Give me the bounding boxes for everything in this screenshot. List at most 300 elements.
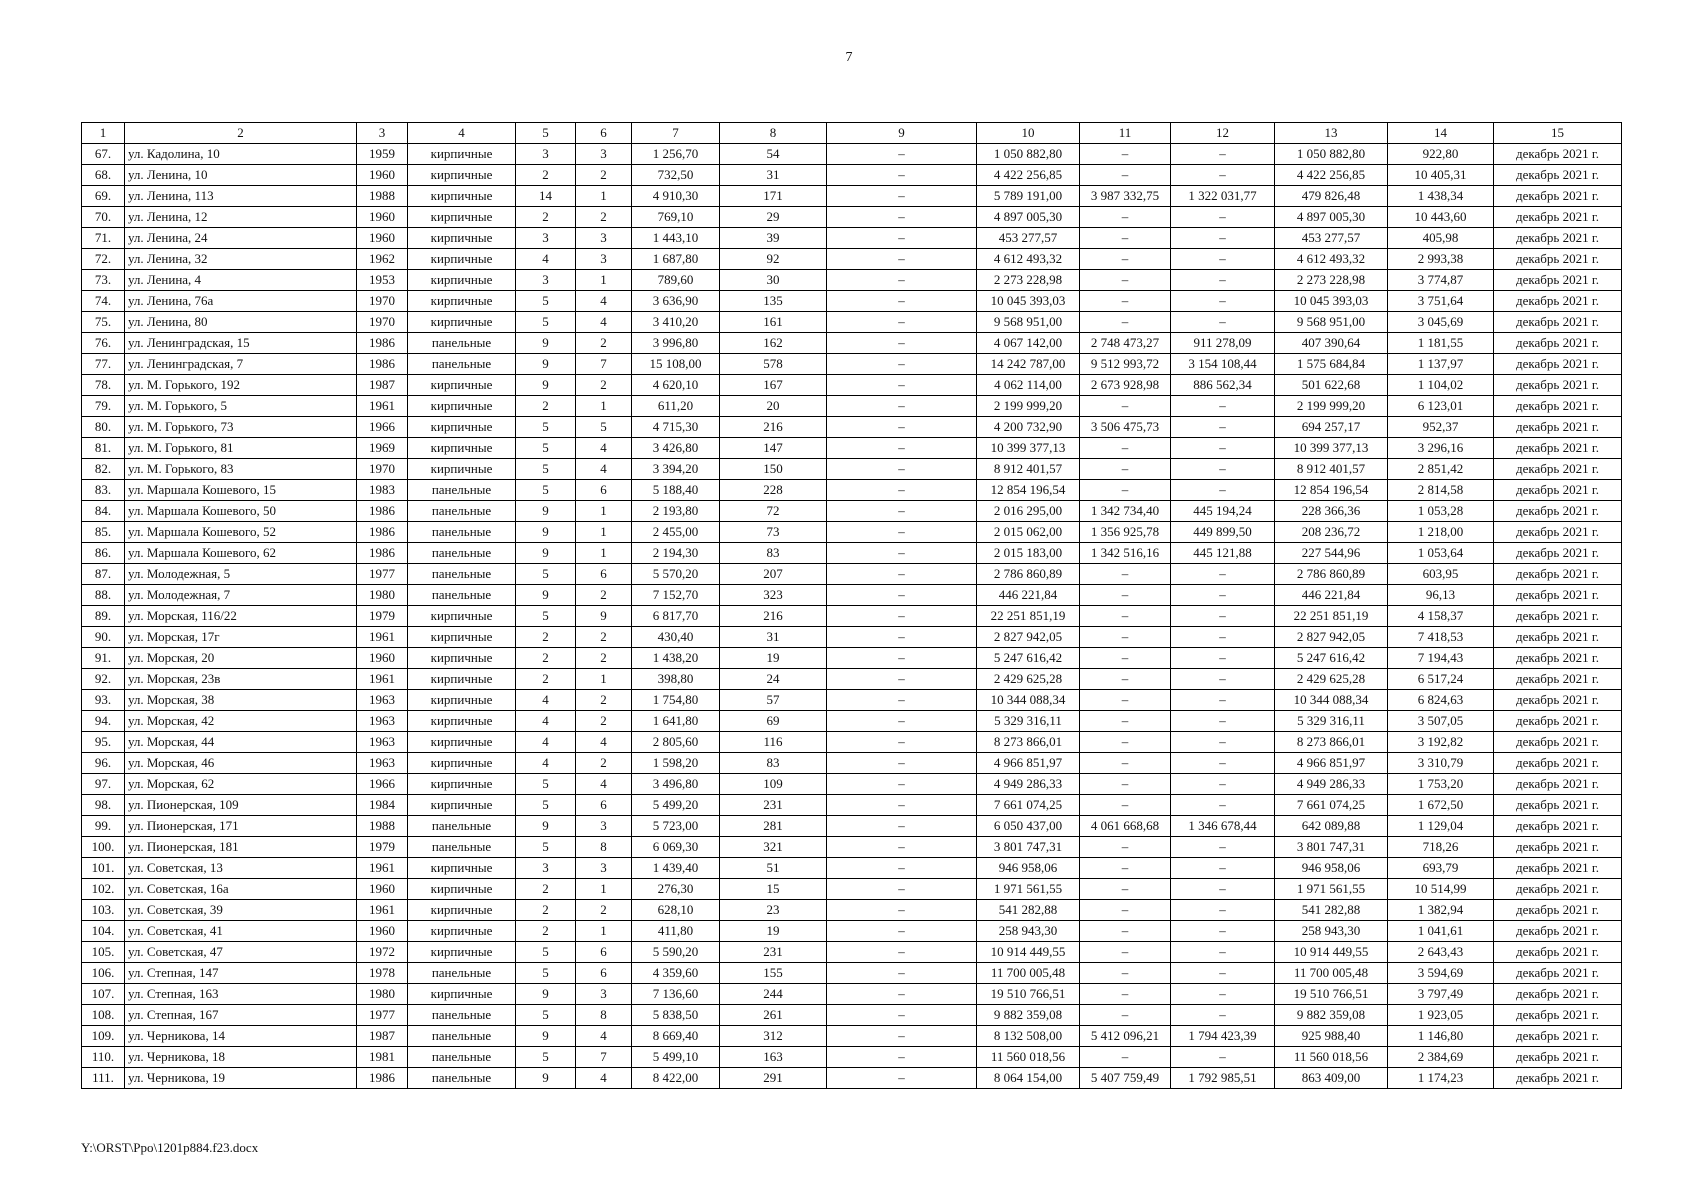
entrances-cell: 4 bbox=[576, 459, 632, 480]
cost-total-cell: 4 200 732,90 bbox=[977, 417, 1080, 438]
col-9-cell: – bbox=[827, 858, 977, 879]
cost-total-cell: 541 282,88 bbox=[977, 900, 1080, 921]
cost-per-sqm-cell: 3 507,05 bbox=[1388, 711, 1494, 732]
total-area-cell: 1 598,20 bbox=[632, 753, 720, 774]
completion-date-cell: декабрь 2021 г. bbox=[1494, 312, 1622, 333]
fund-federal-cell: 9 512 993,72 bbox=[1080, 354, 1171, 375]
fund-federal-cell: 1 356 925,78 bbox=[1080, 522, 1171, 543]
completion-date-cell: декабрь 2021 г. bbox=[1494, 417, 1622, 438]
table-row bbox=[82, 522, 1622, 543]
row-number-cell: 100. bbox=[82, 837, 125, 858]
fund-local-cell: 11 700 005,48 bbox=[1275, 963, 1388, 984]
address-cell: ул. Ленинградская, 7 bbox=[125, 354, 357, 375]
table-row bbox=[82, 711, 1622, 732]
total-area-cell: 1 438,20 bbox=[632, 648, 720, 669]
cost-total-cell: 10 914 449,55 bbox=[977, 942, 1080, 963]
residents-cell: 323 bbox=[720, 585, 827, 606]
total-area-cell: 6 069,30 bbox=[632, 837, 720, 858]
row-number-cell: 78. bbox=[82, 375, 125, 396]
entrances-cell: 9 bbox=[576, 606, 632, 627]
year-built-cell: 1963 bbox=[357, 732, 408, 753]
residents-cell: 19 bbox=[720, 648, 827, 669]
year-built-cell: 1970 bbox=[357, 312, 408, 333]
total-area-cell: 5 838,50 bbox=[632, 1005, 720, 1026]
col-9-cell: – bbox=[827, 459, 977, 480]
floors-cell: 4 bbox=[516, 732, 576, 753]
completion-date-cell: декабрь 2021 г. bbox=[1494, 732, 1622, 753]
cost-total-cell: 19 510 766,51 bbox=[977, 984, 1080, 1005]
fund-federal-cell: – bbox=[1080, 900, 1171, 921]
fund-regional-cell: – bbox=[1171, 879, 1275, 900]
col-9-cell: – bbox=[827, 732, 977, 753]
fund-regional-cell: – bbox=[1171, 732, 1275, 753]
residents-cell: 228 bbox=[720, 480, 827, 501]
floors-cell: 2 bbox=[516, 879, 576, 900]
fund-local-cell: 479 826,48 bbox=[1275, 186, 1388, 207]
col-9-cell: – bbox=[827, 585, 977, 606]
residents-cell: 216 bbox=[720, 606, 827, 627]
residents-cell: 73 bbox=[720, 522, 827, 543]
total-area-cell: 3 636,90 bbox=[632, 291, 720, 312]
floors-cell: 9 bbox=[516, 543, 576, 564]
cost-total-cell: 2 015 183,00 bbox=[977, 543, 1080, 564]
entrances-cell: 4 bbox=[576, 312, 632, 333]
row-number-cell: 83. bbox=[82, 480, 125, 501]
total-area-cell: 732,50 bbox=[632, 165, 720, 186]
fund-local-cell: 453 277,57 bbox=[1275, 228, 1388, 249]
year-built-cell: 1986 bbox=[357, 501, 408, 522]
address-cell: ул. Морская, 44 bbox=[125, 732, 357, 753]
wall-material-cell: панельные bbox=[408, 333, 516, 354]
year-built-cell: 1980 bbox=[357, 585, 408, 606]
fund-local-cell: 2 827 942,05 bbox=[1275, 627, 1388, 648]
total-area-cell: 411,80 bbox=[632, 921, 720, 942]
table-row bbox=[82, 501, 1622, 522]
floors-cell: 9 bbox=[516, 816, 576, 837]
year-built-cell: 1963 bbox=[357, 690, 408, 711]
floors-cell: 5 bbox=[516, 942, 576, 963]
residents-cell: 23 bbox=[720, 900, 827, 921]
col-9-cell: – bbox=[827, 543, 977, 564]
cost-per-sqm-cell: 1 382,94 bbox=[1388, 900, 1494, 921]
entrances-cell: 3 bbox=[576, 228, 632, 249]
fund-local-cell: 12 854 196,54 bbox=[1275, 480, 1388, 501]
cost-total-cell: 4 062 114,00 bbox=[977, 375, 1080, 396]
fund-regional-cell: – bbox=[1171, 396, 1275, 417]
cost-per-sqm-cell: 405,98 bbox=[1388, 228, 1494, 249]
cost-total-cell: 10 344 088,34 bbox=[977, 690, 1080, 711]
table-row bbox=[82, 438, 1622, 459]
col-9-cell: – bbox=[827, 186, 977, 207]
row-number-cell: 79. bbox=[82, 396, 125, 417]
year-built-cell: 1986 bbox=[357, 543, 408, 564]
cost-total-cell: 1 971 561,55 bbox=[977, 879, 1080, 900]
completion-date-cell: декабрь 2021 г. bbox=[1494, 501, 1622, 522]
floors-cell: 2 bbox=[516, 165, 576, 186]
table-row bbox=[82, 249, 1622, 270]
fund-local-cell: 11 560 018,56 bbox=[1275, 1047, 1388, 1068]
fund-regional-cell: – bbox=[1171, 606, 1275, 627]
fund-local-cell: 642 089,88 bbox=[1275, 816, 1388, 837]
cost-total-cell: 11 700 005,48 bbox=[977, 963, 1080, 984]
cost-total-cell: 8 132 508,00 bbox=[977, 1026, 1080, 1047]
col-9-cell: – bbox=[827, 417, 977, 438]
col-9-cell: – bbox=[827, 249, 977, 270]
wall-material-cell: кирпичные bbox=[408, 375, 516, 396]
fund-regional-cell: – bbox=[1171, 795, 1275, 816]
table-row bbox=[82, 396, 1622, 417]
cost-per-sqm-cell: 1 041,61 bbox=[1388, 921, 1494, 942]
fund-regional-cell: – bbox=[1171, 900, 1275, 921]
row-number-cell: 77. bbox=[82, 354, 125, 375]
wall-material-cell: кирпичные bbox=[408, 249, 516, 270]
address-cell: ул. М. Горького, 5 bbox=[125, 396, 357, 417]
floors-cell: 5 bbox=[516, 1005, 576, 1026]
floors-cell: 9 bbox=[516, 984, 576, 1005]
address-cell: ул. Ленина, 76а bbox=[125, 291, 357, 312]
cost-per-sqm-cell: 2 643,43 bbox=[1388, 942, 1494, 963]
fund-regional-cell: – bbox=[1171, 144, 1275, 165]
total-area-cell: 2 455,00 bbox=[632, 522, 720, 543]
floors-cell: 9 bbox=[516, 501, 576, 522]
column-header: 11 bbox=[1080, 123, 1171, 144]
col-9-cell: – bbox=[827, 501, 977, 522]
fund-local-cell: 22 251 851,19 bbox=[1275, 606, 1388, 627]
row-number-cell: 81. bbox=[82, 438, 125, 459]
fund-local-cell: 4 422 256,85 bbox=[1275, 165, 1388, 186]
fund-regional-cell: – bbox=[1171, 459, 1275, 480]
table-row bbox=[82, 627, 1622, 648]
row-number-cell: 101. bbox=[82, 858, 125, 879]
fund-federal-cell: – bbox=[1080, 312, 1171, 333]
entrances-cell: 2 bbox=[576, 627, 632, 648]
page-number: 7 bbox=[845, 50, 853, 65]
cost-per-sqm-cell: 3 192,82 bbox=[1388, 732, 1494, 753]
completion-date-cell: декабрь 2021 г. bbox=[1494, 942, 1622, 963]
cost-per-sqm-cell: 1 923,05 bbox=[1388, 1005, 1494, 1026]
residents-cell: 20 bbox=[720, 396, 827, 417]
completion-date-cell: декабрь 2021 г. bbox=[1494, 816, 1622, 837]
fund-regional-cell: – bbox=[1171, 249, 1275, 270]
address-cell: ул. Маршала Кошевого, 15 bbox=[125, 480, 357, 501]
cost-per-sqm-cell: 3 296,16 bbox=[1388, 438, 1494, 459]
column-header: 9 bbox=[827, 123, 977, 144]
completion-date-cell: декабрь 2021 г. bbox=[1494, 396, 1622, 417]
fund-local-cell: 8 912 401,57 bbox=[1275, 459, 1388, 480]
table-row bbox=[82, 858, 1622, 879]
year-built-cell: 1960 bbox=[357, 165, 408, 186]
cost-per-sqm-cell: 3 751,64 bbox=[1388, 291, 1494, 312]
cost-total-cell: 7 661 074,25 bbox=[977, 795, 1080, 816]
total-area-cell: 430,40 bbox=[632, 627, 720, 648]
row-number-cell: 70. bbox=[82, 207, 125, 228]
col-9-cell: – bbox=[827, 1047, 977, 1068]
fund-federal-cell: – bbox=[1080, 732, 1171, 753]
address-cell: ул. Кадолина, 10 bbox=[125, 144, 357, 165]
table-row bbox=[82, 648, 1622, 669]
floors-cell: 4 bbox=[516, 690, 576, 711]
fund-federal-cell: – bbox=[1080, 165, 1171, 186]
completion-date-cell: декабрь 2021 г. bbox=[1494, 858, 1622, 879]
cost-total-cell: 4 897 005,30 bbox=[977, 207, 1080, 228]
wall-material-cell: панельные bbox=[408, 585, 516, 606]
wall-material-cell: кирпичные bbox=[408, 186, 516, 207]
fund-local-cell: 446 221,84 bbox=[1275, 585, 1388, 606]
col-9-cell: – bbox=[827, 753, 977, 774]
cost-total-cell: 4 422 256,85 bbox=[977, 165, 1080, 186]
fund-local-cell: 1 575 684,84 bbox=[1275, 354, 1388, 375]
cost-per-sqm-cell: 1 218,00 bbox=[1388, 522, 1494, 543]
total-area-cell: 5 499,20 bbox=[632, 795, 720, 816]
wall-material-cell: кирпичные bbox=[408, 879, 516, 900]
completion-date-cell: декабрь 2021 г. bbox=[1494, 480, 1622, 501]
completion-date-cell: декабрь 2021 г. bbox=[1494, 333, 1622, 354]
total-area-cell: 1 687,80 bbox=[632, 249, 720, 270]
completion-date-cell: декабрь 2021 г. bbox=[1494, 963, 1622, 984]
cost-total-cell: 8 273 866,01 bbox=[977, 732, 1080, 753]
entrances-cell: 4 bbox=[576, 774, 632, 795]
fund-local-cell: 2 429 625,28 bbox=[1275, 669, 1388, 690]
fund-regional-cell: – bbox=[1171, 165, 1275, 186]
col-9-cell: – bbox=[827, 333, 977, 354]
table-row bbox=[82, 144, 1622, 165]
fund-local-cell: 2 199 999,20 bbox=[1275, 396, 1388, 417]
fund-federal-cell: – bbox=[1080, 879, 1171, 900]
total-area-cell: 5 590,20 bbox=[632, 942, 720, 963]
residents-cell: 207 bbox=[720, 564, 827, 585]
year-built-cell: 1986 bbox=[357, 354, 408, 375]
fund-regional-cell: 911 278,09 bbox=[1171, 333, 1275, 354]
wall-material-cell: панельные bbox=[408, 1005, 516, 1026]
entrances-cell: 1 bbox=[576, 543, 632, 564]
year-built-cell: 1963 bbox=[357, 711, 408, 732]
year-built-cell: 1960 bbox=[357, 207, 408, 228]
year-built-cell: 1980 bbox=[357, 984, 408, 1005]
completion-date-cell: декабрь 2021 г. bbox=[1494, 186, 1622, 207]
col-9-cell: – bbox=[827, 438, 977, 459]
floors-cell: 9 bbox=[516, 1026, 576, 1047]
row-number-cell: 97. bbox=[82, 774, 125, 795]
fund-federal-cell: 1 342 516,16 bbox=[1080, 543, 1171, 564]
entrances-cell: 1 bbox=[576, 522, 632, 543]
year-built-cell: 1953 bbox=[357, 270, 408, 291]
table-row bbox=[82, 1026, 1622, 1047]
completion-date-cell: декабрь 2021 г. bbox=[1494, 438, 1622, 459]
address-cell: ул. Советская, 41 bbox=[125, 921, 357, 942]
wall-material-cell: кирпичные bbox=[408, 732, 516, 753]
row-number-cell: 106. bbox=[82, 963, 125, 984]
completion-date-cell: декабрь 2021 г. bbox=[1494, 270, 1622, 291]
col-9-cell: – bbox=[827, 207, 977, 228]
entrances-cell: 6 bbox=[576, 480, 632, 501]
table-row bbox=[82, 963, 1622, 984]
fund-local-cell: 4 897 005,30 bbox=[1275, 207, 1388, 228]
address-cell: ул. Советская, 13 bbox=[125, 858, 357, 879]
entrances-cell: 1 bbox=[576, 270, 632, 291]
wall-material-cell: кирпичные bbox=[408, 207, 516, 228]
table-row bbox=[82, 879, 1622, 900]
cost-total-cell: 4 067 142,00 bbox=[977, 333, 1080, 354]
cost-per-sqm-cell: 922,80 bbox=[1388, 144, 1494, 165]
col-9-cell: – bbox=[827, 921, 977, 942]
fund-regional-cell: – bbox=[1171, 291, 1275, 312]
row-number-cell: 86. bbox=[82, 543, 125, 564]
wall-material-cell: кирпичные bbox=[408, 900, 516, 921]
cost-per-sqm-cell: 1 137,97 bbox=[1388, 354, 1494, 375]
wall-material-cell: кирпичные bbox=[408, 711, 516, 732]
cost-per-sqm-cell: 2 814,58 bbox=[1388, 480, 1494, 501]
file-path-footer: Y:\ORST\Ppo\1201p884.f23.docx bbox=[81, 1140, 259, 1155]
residents-cell: 24 bbox=[720, 669, 827, 690]
col-9-cell: – bbox=[827, 648, 977, 669]
cost-per-sqm-cell: 3 797,49 bbox=[1388, 984, 1494, 1005]
residents-cell: 244 bbox=[720, 984, 827, 1005]
fund-local-cell: 3 801 747,31 bbox=[1275, 837, 1388, 858]
table-row bbox=[82, 1047, 1622, 1068]
col-9-cell: – bbox=[827, 312, 977, 333]
completion-date-cell: декабрь 2021 г. bbox=[1494, 585, 1622, 606]
total-area-cell: 2 194,30 bbox=[632, 543, 720, 564]
table-row bbox=[82, 186, 1622, 207]
total-area-cell: 1 641,80 bbox=[632, 711, 720, 732]
year-built-cell: 1970 bbox=[357, 291, 408, 312]
fund-regional-cell: – bbox=[1171, 921, 1275, 942]
fund-regional-cell: – bbox=[1171, 711, 1275, 732]
entrances-cell: 1 bbox=[576, 396, 632, 417]
entrances-cell: 7 bbox=[576, 1047, 632, 1068]
fund-federal-cell: – bbox=[1080, 564, 1171, 585]
address-cell: ул. Пионерская, 109 bbox=[125, 795, 357, 816]
address-cell: ул. Морская, 46 bbox=[125, 753, 357, 774]
fund-federal-cell: – bbox=[1080, 795, 1171, 816]
row-number-cell: 92. bbox=[82, 669, 125, 690]
cost-total-cell: 5 329 316,11 bbox=[977, 711, 1080, 732]
year-built-cell: 1987 bbox=[357, 1026, 408, 1047]
floors-cell: 5 bbox=[516, 312, 576, 333]
row-number-cell: 84. bbox=[82, 501, 125, 522]
cost-per-sqm-cell: 6 123,01 bbox=[1388, 396, 1494, 417]
col-9-cell: – bbox=[827, 669, 977, 690]
year-built-cell: 1963 bbox=[357, 753, 408, 774]
row-number-cell: 105. bbox=[82, 942, 125, 963]
row-number-cell: 107. bbox=[82, 984, 125, 1005]
floors-cell: 5 bbox=[516, 774, 576, 795]
address-cell: ул. Черникова, 19 bbox=[125, 1068, 357, 1089]
row-number-cell: 80. bbox=[82, 417, 125, 438]
column-header: 14 bbox=[1388, 123, 1494, 144]
floors-cell: 2 bbox=[516, 396, 576, 417]
wall-material-cell: панельные bbox=[408, 1068, 516, 1089]
entrances-cell: 1 bbox=[576, 669, 632, 690]
year-built-cell: 1986 bbox=[357, 1068, 408, 1089]
wall-material-cell: кирпичные bbox=[408, 648, 516, 669]
total-area-cell: 4 359,60 bbox=[632, 963, 720, 984]
cost-total-cell: 8 064 154,00 bbox=[977, 1068, 1080, 1089]
total-area-cell: 7 136,60 bbox=[632, 984, 720, 1005]
table-body bbox=[82, 144, 1622, 1089]
residents-cell: 109 bbox=[720, 774, 827, 795]
fund-local-cell: 5 247 616,42 bbox=[1275, 648, 1388, 669]
fund-local-cell: 925 988,40 bbox=[1275, 1026, 1388, 1047]
residents-cell: 57 bbox=[720, 690, 827, 711]
fund-federal-cell: – bbox=[1080, 942, 1171, 963]
wall-material-cell: панельные bbox=[408, 543, 516, 564]
cost-per-sqm-cell: 3 045,69 bbox=[1388, 312, 1494, 333]
cost-total-cell: 2 016 295,00 bbox=[977, 501, 1080, 522]
residents-cell: 150 bbox=[720, 459, 827, 480]
fund-federal-cell: – bbox=[1080, 627, 1171, 648]
floors-cell: 4 bbox=[516, 249, 576, 270]
cost-per-sqm-cell: 10 405,31 bbox=[1388, 165, 1494, 186]
floors-cell: 9 bbox=[516, 354, 576, 375]
fund-local-cell: 541 282,88 bbox=[1275, 900, 1388, 921]
cost-per-sqm-cell: 693,79 bbox=[1388, 858, 1494, 879]
floors-cell: 2 bbox=[516, 627, 576, 648]
wall-material-cell: панельные bbox=[408, 480, 516, 501]
cost-per-sqm-cell: 96,13 bbox=[1388, 585, 1494, 606]
wall-material-cell: кирпичные bbox=[408, 438, 516, 459]
fund-local-cell: 8 273 866,01 bbox=[1275, 732, 1388, 753]
fund-regional-cell: – bbox=[1171, 1005, 1275, 1026]
column-header: 8 bbox=[720, 123, 827, 144]
row-number-cell: 90. bbox=[82, 627, 125, 648]
completion-date-cell: декабрь 2021 г. bbox=[1494, 354, 1622, 375]
fund-local-cell: 501 622,68 bbox=[1275, 375, 1388, 396]
completion-date-cell: декабрь 2021 г. bbox=[1494, 1047, 1622, 1068]
cost-total-cell: 10 045 393,03 bbox=[977, 291, 1080, 312]
fund-regional-cell: – bbox=[1171, 438, 1275, 459]
residents-cell: 92 bbox=[720, 249, 827, 270]
row-number-cell: 98. bbox=[82, 795, 125, 816]
col-9-cell: – bbox=[827, 375, 977, 396]
residents-cell: 216 bbox=[720, 417, 827, 438]
column-header: 1 bbox=[82, 123, 125, 144]
address-cell: ул. Ленина, 113 bbox=[125, 186, 357, 207]
table-row bbox=[82, 753, 1622, 774]
address-cell: ул. М. Горького, 73 bbox=[125, 417, 357, 438]
entrances-cell: 3 bbox=[576, 144, 632, 165]
row-number-cell: 68. bbox=[82, 165, 125, 186]
wall-material-cell: кирпичные bbox=[408, 669, 516, 690]
total-area-cell: 3 410,20 bbox=[632, 312, 720, 333]
completion-date-cell: декабрь 2021 г. bbox=[1494, 753, 1622, 774]
residents-cell: 51 bbox=[720, 858, 827, 879]
fund-regional-cell: – bbox=[1171, 480, 1275, 501]
table-row bbox=[82, 1005, 1622, 1026]
floors-cell: 5 bbox=[516, 459, 576, 480]
residents-cell: 69 bbox=[720, 711, 827, 732]
address-cell: ул. Морская, 17г bbox=[125, 627, 357, 648]
col-9-cell: – bbox=[827, 627, 977, 648]
total-area-cell: 5 499,10 bbox=[632, 1047, 720, 1068]
address-cell: ул. Маршала Кошевого, 50 bbox=[125, 501, 357, 522]
residents-cell: 231 bbox=[720, 795, 827, 816]
col-9-cell: – bbox=[827, 165, 977, 186]
residents-cell: 171 bbox=[720, 186, 827, 207]
row-number-cell: 71. bbox=[82, 228, 125, 249]
fund-federal-cell: – bbox=[1080, 1047, 1171, 1068]
cost-per-sqm-cell: 4 158,37 bbox=[1388, 606, 1494, 627]
address-cell: ул. Морская, 20 bbox=[125, 648, 357, 669]
total-area-cell: 5 570,20 bbox=[632, 564, 720, 585]
cost-per-sqm-cell: 603,95 bbox=[1388, 564, 1494, 585]
total-area-cell: 2 193,80 bbox=[632, 501, 720, 522]
col-9-cell: – bbox=[827, 1068, 977, 1089]
completion-date-cell: декабрь 2021 г. bbox=[1494, 648, 1622, 669]
fund-federal-cell: – bbox=[1080, 648, 1171, 669]
fund-federal-cell: 2 673 928,98 bbox=[1080, 375, 1171, 396]
total-area-cell: 611,20 bbox=[632, 396, 720, 417]
